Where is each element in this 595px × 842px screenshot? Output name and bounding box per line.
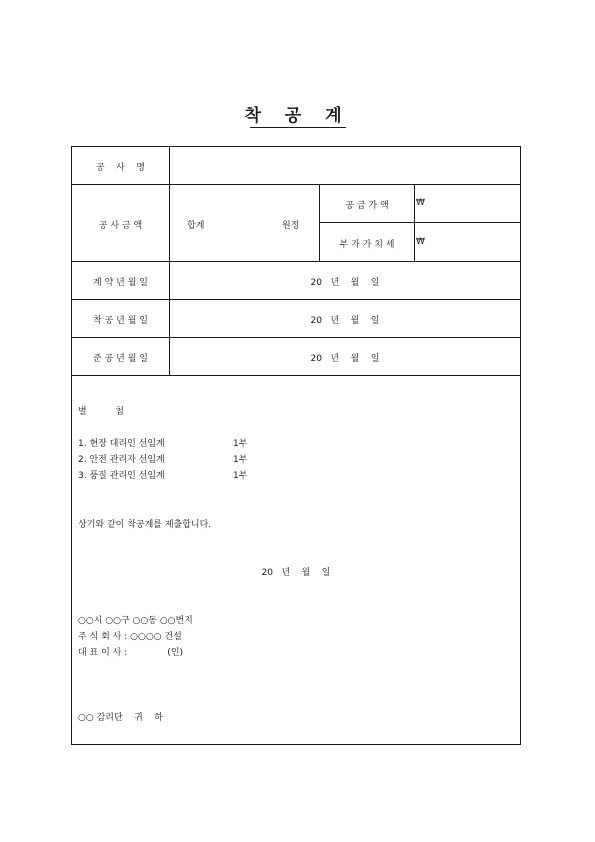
- company-address: ○○시 ○○구 ○○동 ○○번지: [78, 616, 193, 626]
- representative: 대 표 이 사 : (인): [78, 648, 184, 658]
- row-divider: [72, 337, 520, 338]
- supply-price-field[interactable]: ₩: [416, 198, 425, 208]
- row-divider: [72, 375, 520, 376]
- start-date-field[interactable]: 20 년 월 일: [310, 316, 380, 326]
- construction-start-form: [71, 146, 521, 745]
- company-name: 주 식 회 사 : ○○○○ 건설: [78, 632, 182, 642]
- row-divider: [319, 222, 520, 223]
- submission-date: 20 년 월 일: [261, 568, 331, 578]
- document-title: 착 공 계: [244, 106, 351, 126]
- row-divider: [72, 299, 520, 300]
- contract-amount-label: 공 사 금 액: [98, 221, 143, 231]
- total-label: 합계: [187, 221, 205, 231]
- start-date-label: 착 공 년 월 일: [93, 316, 148, 326]
- won-label: 원정: [282, 221, 300, 231]
- vat-field[interactable]: ₩: [416, 237, 425, 247]
- completion-date-field[interactable]: 20 년 월 일: [310, 354, 380, 364]
- row-divider: [72, 184, 520, 185]
- project-name-field[interactable]: [170, 148, 520, 183]
- submission-statement: 상기와 같이 착공계를 제출합니다.: [78, 520, 212, 530]
- attachments-heading: 별 첨: [78, 407, 124, 417]
- supply-price-label: 공 급 가 액: [345, 201, 389, 211]
- attachment-qty: 1부: [233, 455, 248, 465]
- contract-date-field[interactable]: 20 년 월 일: [310, 278, 380, 288]
- vat-label: 부 가 가 치 세: [339, 240, 395, 250]
- title-underline: [250, 127, 346, 128]
- recipient: ○○ 감리단 귀 하: [78, 713, 163, 723]
- column-divider: [414, 184, 415, 261]
- attachment-item: 2. 안전 관리자 선임계: [78, 455, 165, 465]
- project-name-label: 공 사 명: [96, 163, 145, 173]
- attachment-item: 1. 현장 대리인 선임계: [78, 439, 165, 449]
- contract-date-label: 계 약 년 월 일: [93, 278, 148, 288]
- completion-date-label: 준 공 년 월 일: [93, 354, 148, 364]
- row-divider: [72, 261, 520, 262]
- attachment-item: 3. 품질 관리인 선임계: [78, 471, 165, 481]
- attachment-qty: 1부: [233, 471, 248, 481]
- attachment-qty: 1부: [233, 439, 248, 449]
